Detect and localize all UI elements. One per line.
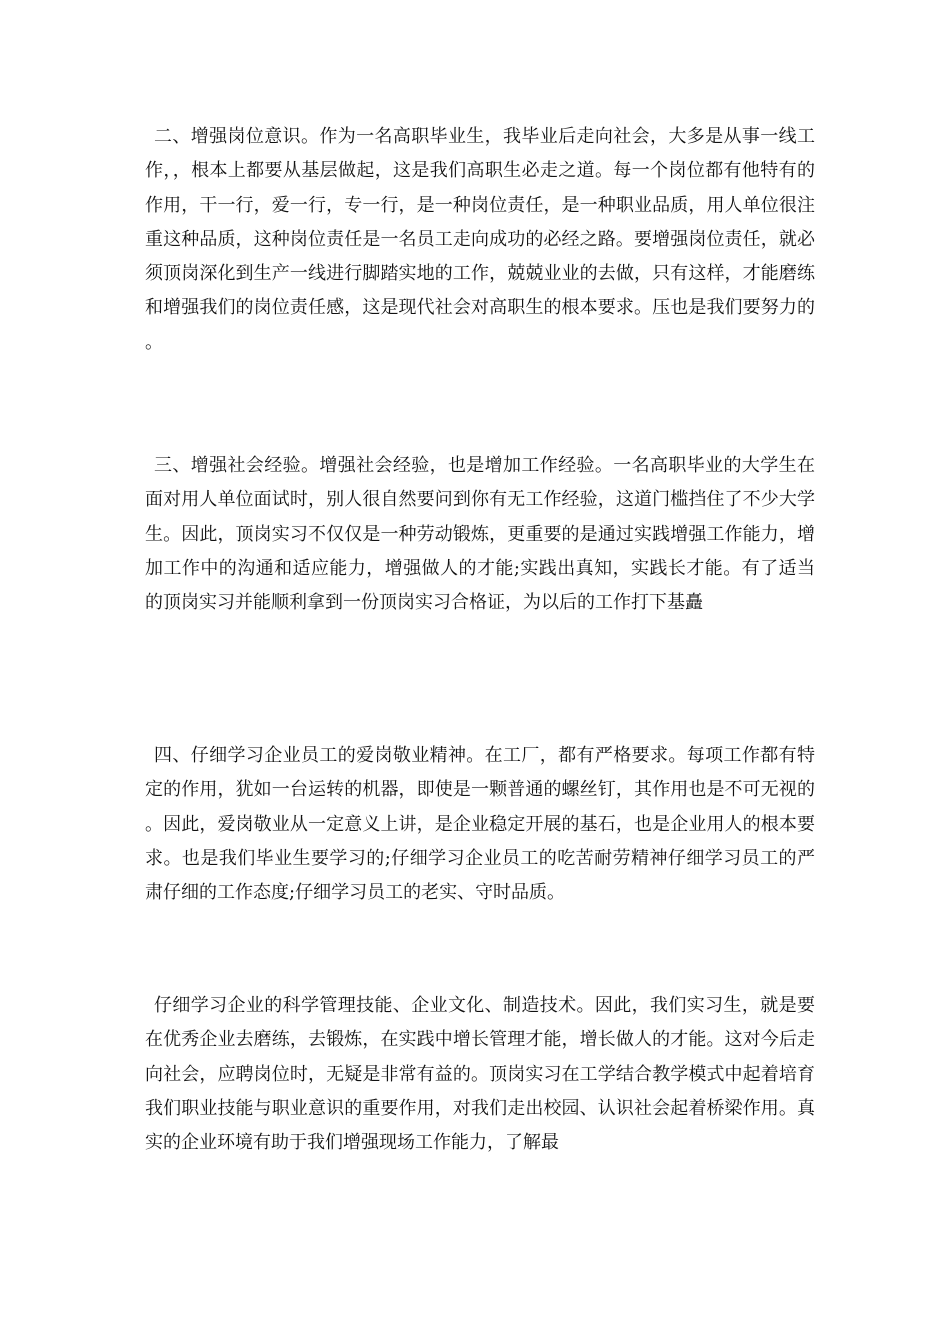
paragraph-section-5: 仔细学习企业的科学管理技能、企业文化、制造技术。因此，我们实习生，就是要在优秀企业去磨练，去锻炼，在实践中增长管理才能，增长做人的才能。这对今后走向社会，应聘岗位时，无疑是非常有益的。顶岗实习在工学结合教学模式中起着培育我们职业技能与职业意识的重要作用，对我们走出校园、认识社会起着桥梁作用。真实的企业环境有助于我们增强现场工作能力，了解最 bbox=[145, 995, 815, 1154]
paragraph-section-4: 四、仔细学习企业员工的爱岗敬业精神。在工厂，都有严格要求。每项工作都有特定的作用，犹如一台运转的机器，即使是一颗普通的螺丝钉，其作用也是不可无视的。因此，爱岗敬业从一定意义上讲，是企业稳定开展的基石，也是企业用人的根本要求。也是我们毕业生要学习的;仔细学习企业员工的吃苦耐劳精神仔细学习员工的严肃仔细的工作态度;仔细学习员工的老实、守时品质。 bbox=[145, 745, 815, 904]
paragraph-section-2: 二、增强岗位意识。作为一名高职毕业生，我毕业后走向社会，大多是从事一线工作，，根本上都要从基层做起，这是我们高职生必走之道。每一个岗位都有他特有的作用，干一行，爱一行，专一行，是一种岗位责任，是一种职业品质，用人单位很注重这种品质，这种岗位责任是一名员工走向成功的必经之路。要增强岗位责任，就必须顶岗深化到生产一线进行脚踏实地的工作，兢兢业业的去做，只有这样，才能磨练和增强我们的岗位责任感，这是现代社会对高职生的根本要求。压也是我们要努力的。 bbox=[145, 126, 815, 353]
paragraph-section-3: 三、增强社会经验。增强社会经验，也是增加工作经验。一名高职毕业的大学生在面对用人单位面试时，别人很自然要问到你有无工作经验，这道门槛挡住了不少大学生。因此，顶岗实习不仅仅是一种劳动锻炼，更重要的是通过实践增强工作能力，增加工作中的沟通和适应能力，增强做人的才能;实践出真知，实践长才能。有了适当的顶岗实习并能顺利拿到一份顶岗实习合格证，为以后的工作打下基矗 bbox=[145, 455, 815, 614]
